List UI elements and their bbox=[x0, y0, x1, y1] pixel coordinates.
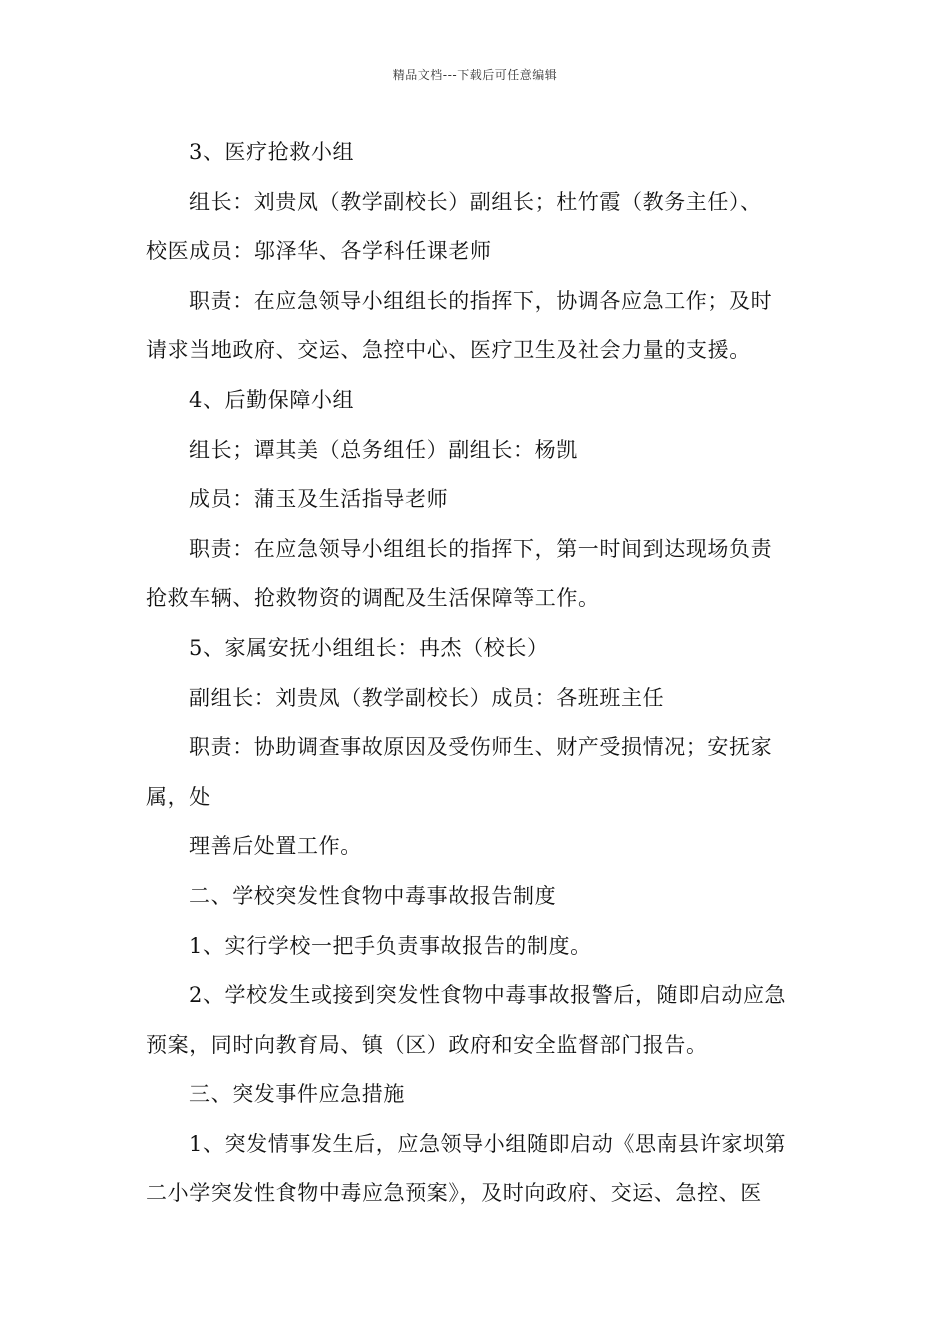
text-line: 5、家属安抚小组组长：冉杰（校长） bbox=[189, 635, 549, 660]
text-line: 4、后勤保障小组 bbox=[189, 387, 355, 412]
text-line: 三、突发事件应急措施 bbox=[189, 1082, 405, 1107]
text-line: 1、实行学校一把手负责事故报告的制度。 bbox=[189, 933, 592, 958]
text-line: 抢救车辆、抢救物资的调配及生活保障等工作。 bbox=[146, 586, 600, 611]
text-line: 职责：在应急领导小组组长的指挥下，第一时间到达现场负责 bbox=[189, 536, 773, 561]
text-line: 职责：协助调查事故原因及受伤师生、财产受损情况；安抚家 bbox=[189, 735, 773, 760]
text-line: 副组长：刘贵凤（教学副校长）成员：各班班主任 bbox=[189, 685, 665, 710]
text-line: 请求当地政府、交运、急控中心、医疗卫生及社会力量的支援。 bbox=[146, 338, 751, 363]
text-line: 职责：在应急领导小组组长的指挥下，协调各应急工作；及时 bbox=[189, 288, 773, 313]
text-line: 二小学突发性食物中毒应急预案》，及时向政府、交运、急控、医 bbox=[146, 1181, 762, 1206]
page-header: 精品文档---下载后可任意编辑 bbox=[392, 68, 558, 82]
document-body bbox=[146, 128, 810, 1219]
text-line: 组长：刘贵凤（教学副校长）副组长；杜竹霞（教务主任）、 bbox=[189, 189, 762, 214]
text-line: 属，处 bbox=[146, 784, 211, 809]
text-line: 3、医疗抢救小组 bbox=[189, 140, 355, 164]
text-line: 二、学校突发性食物中毒事故报告制度 bbox=[189, 883, 557, 908]
text-line: 2、学校发生或接到突发性食物中毒事故报警后，随即启动应急 bbox=[189, 983, 787, 1008]
text-line: 校医成员：邬泽华、各学科任课老师 bbox=[146, 239, 492, 264]
text-line: 理善后处置工作。 bbox=[189, 834, 362, 859]
text-line: 1、突发情事发生后，应急领导小组随即启动《思南县许家坝第 bbox=[189, 1131, 787, 1156]
text-line: 组长；谭其美（总务组任）副组长：杨凯 bbox=[189, 437, 578, 462]
text-line: 预案，同时向教育局、镇（区）政府和安全监督部门报告。 bbox=[146, 1032, 708, 1057]
text-line: 成员：蒲玉及生活指导老师 bbox=[189, 487, 449, 512]
